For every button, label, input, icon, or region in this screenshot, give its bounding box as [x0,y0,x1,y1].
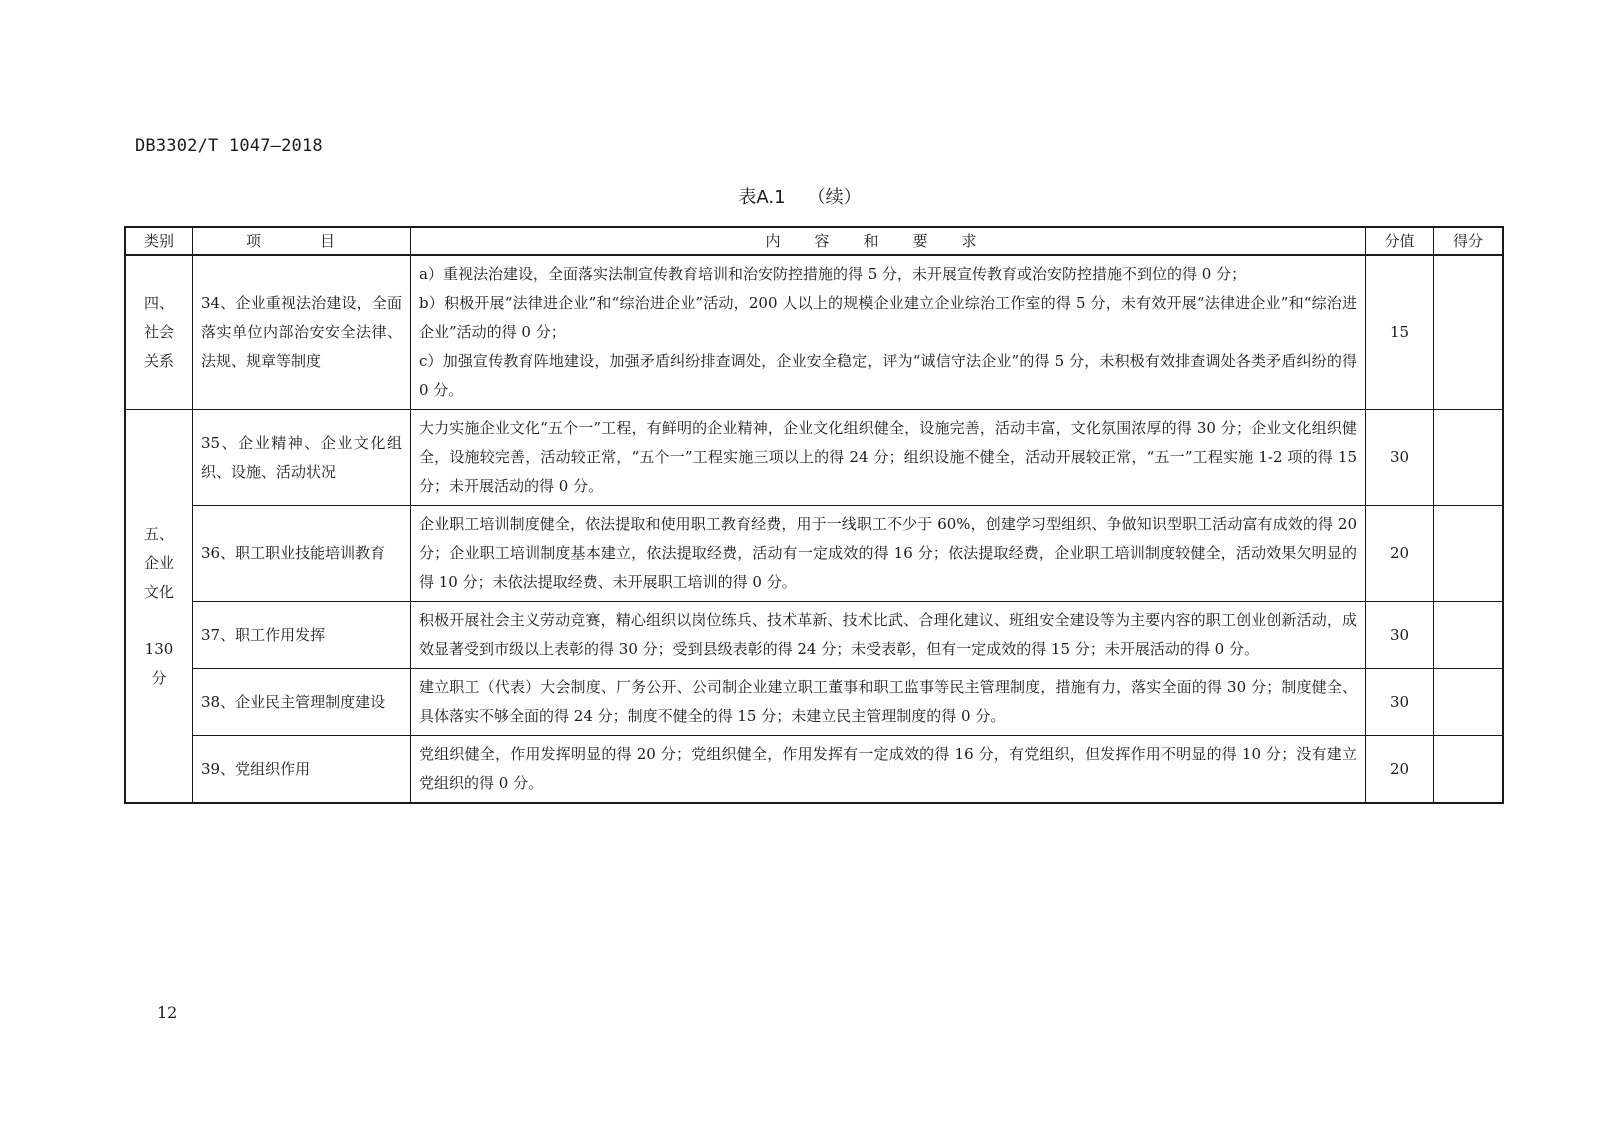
header-score: 分值 [1366,227,1434,255]
content-line: a）重视法治建设，全面落实法制宣传教育培训和治安防控措施的得 5 分，未开展宣传教育或治安防控措施不到位的得 0 分； [419,265,1247,283]
item-cell: 36、职工职业技能培训教育 [193,506,411,602]
header-category: 类别 [125,227,193,255]
table-row [125,410,1503,506]
score-cell: 30 [1366,669,1434,736]
score-cell: 30 [1366,410,1434,506]
category-label: 文化 [143,582,174,601]
header-item [193,227,411,255]
table-title [0,183,1600,209]
category-total-unit: 分 [151,668,167,687]
content-line: 党组织健全，作用发挥明显的得 20 分；党组织健全，作用发挥有一定成效的得 16 分，有党组织，但发挥作用不明显的得 10 分；没有建立党组织的得 0 分。 [419,745,1357,792]
score-cell: 20 [1366,736,1434,804]
document-code: DB3302/T 1047—2018 [135,136,323,156]
content-cell [411,736,1366,804]
obtained-cell[interactable] [1434,255,1504,410]
obtained-cell[interactable] [1434,736,1504,804]
content-line: c）加强宣传教育阵地建设，加强矛盾纠纷排查调处，企业安全稳定，评为“诚信守法企业”的得 5 分，未积极有效排查调处各类矛盾纠纷的得 0 分。 [419,352,1357,399]
table-row [125,506,1503,602]
table-row [125,669,1503,736]
category-cell [125,410,193,804]
content-cell [411,255,1366,410]
category-label: 五、 [143,524,174,543]
content-line: 企业职工培训制度健全，依法提取和使用职工教育经费，用于一线职工不少于 60%，创建学习型组织、争做知识型职工活动富有成效的得 20 分；企业职工培训制度基本建立，依法提取经费，活动有一定成效的得 16 分；依法提取经费，企业职工培训制度较健全，活动效果欠明显的得 10 分；未依法提取经费、未开展职工培训的得 0 分。 [419,515,1357,591]
content-cell [411,410,1366,506]
item-cell: 37、职工作用发挥 [193,602,411,669]
content-line: 积极开展社会主义劳动竞赛，精心组织以岗位练兵、技术革新、技术比武、合理化建议、班组安全建设等为主要内容的职工创业创新活动，成效显著受到市级以上表彰的得 30 分；受到县级表彰的得 24 分；未受表彰，但有一定成效的得 15 分；未开展活动的得 0 分。 [419,611,1357,658]
header-content-label: 内容和要求 [765,232,1011,250]
category-label: 关系 [143,352,174,370]
content-cell [411,669,1366,736]
page-number: 12 [157,1003,178,1022]
obtained-cell[interactable] [1434,506,1504,602]
header-content [411,227,1366,255]
evaluation-table [124,226,1504,804]
category-spacer [134,607,184,635]
category-label: 社会 [143,323,174,341]
item-cell: 35、企业精神、企业文化组织、设施、活动状况 [193,410,411,506]
score-cell: 20 [1366,506,1434,602]
table-title-continued: （续） [807,187,862,208]
table-row [125,602,1503,669]
table-row [125,255,1503,410]
category-label: 四、 [143,294,174,312]
table-header-row [125,227,1503,255]
score-cell: 30 [1366,602,1434,669]
content-line: 大力实施企业文化“五个一”工程，有鲜明的企业精神，企业文化组织健全，设施完善，活动丰富，文化氛围浓厚的得 30 分；企业文化组织健全，设施较完善，活动较正常，“五个一”工程实施三项以上的得 24 分；组织设施不健全，活动开展较正常，“五一”工程实施 1-2 项的得 15 分；未开展活动的得 0 分。 [419,419,1357,495]
content-line: 建立职工（代表）大会制度、厂务公开、公司制企业建立职工董事和职工监事等民主管理制度，措施有力，落实全面的得 30 分；制度健全、具体落实不够全面的得 24 分；制度不健全的得 15 分；未建立民主管理制度的得 0 分。 [419,678,1357,725]
category-cell [125,255,193,410]
obtained-cell[interactable] [1434,669,1504,736]
score-cell: 15 [1366,255,1434,410]
content-cell [411,506,1366,602]
item-cell: 39、党组织作用 [193,736,411,804]
obtained-cell[interactable] [1434,410,1504,506]
header-obtained: 得分 [1434,227,1504,255]
content-line: b）积极开展“法律进企业”和“综治进企业”活动，200 人以上的规模企业建立企业综治工作室的得 5 分，未有效开展“法律进企业”和“综治进企业”活动的得 0 分； [419,294,1357,341]
item-cell: 38、企业民主管理制度建设 [193,669,411,736]
item-cell: 34、企业重视法治建设，全面落实单位内部治安安全法律、法规、规章等制度 [193,255,411,410]
table-title-main: 表A.1 [738,187,786,208]
obtained-cell[interactable] [1434,602,1504,669]
category-label: 企业 [143,553,174,572]
table-row [125,736,1503,804]
content-cell [411,602,1366,669]
header-item-label: 项 目 [245,232,357,250]
category-total: 130 [144,639,174,658]
